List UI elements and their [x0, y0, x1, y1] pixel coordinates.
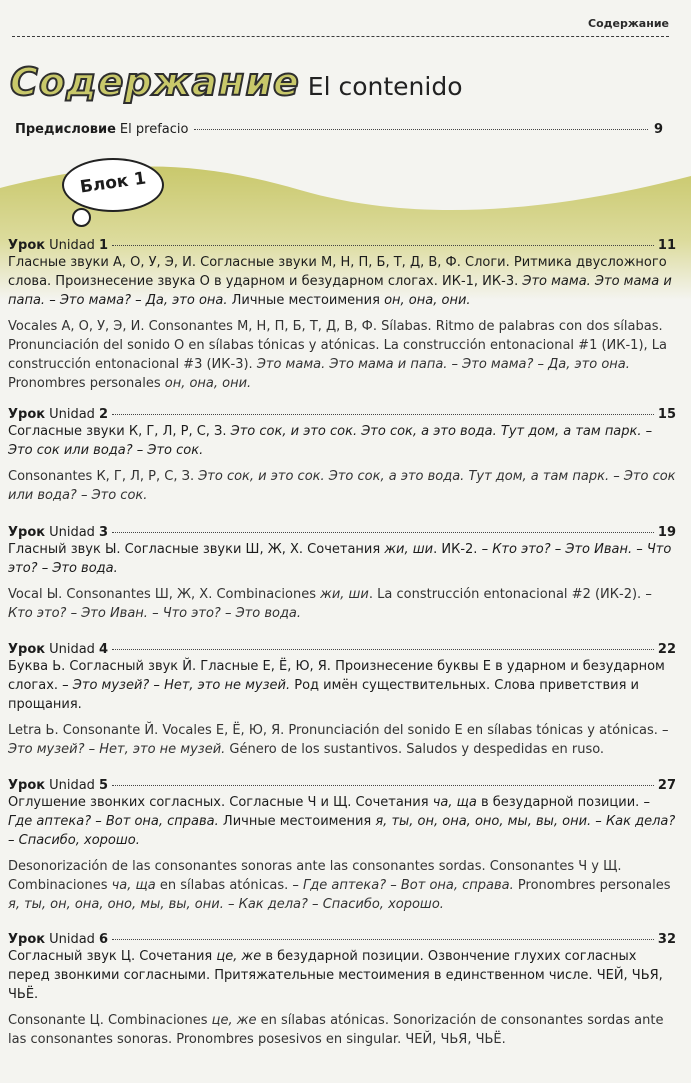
- lesson-description-ru: [8, 657, 676, 714]
- lesson-page-number: 15: [657, 407, 676, 422]
- lesson-page-number: 11: [657, 238, 676, 253]
- title-spanish: El contenido: [307, 72, 463, 101]
- block-label: Блок 1: [78, 168, 148, 198]
- text-run: Это сок, и это сок. Это сок, а это вода. Тут дом, а там парк. – Это сок или вода? – Это сок.: [8, 424, 653, 458]
- text-run: це, же: [211, 1013, 257, 1028]
- text-run: ча, ща: [432, 795, 477, 810]
- lesson-label-es: Unidad: [49, 932, 95, 947]
- lesson-label-ru: Урок: [8, 525, 46, 540]
- lesson-description-es: [8, 857, 676, 914]
- lesson-entry-4[interactable]: [8, 642, 676, 759]
- preface-label-es: El prefacio: [119, 122, 189, 137]
- lesson-description-ru: [8, 947, 676, 1004]
- lesson-entry-6[interactable]: [8, 932, 676, 1049]
- lesson-entry-3[interactable]: [8, 525, 676, 623]
- lesson-number: 2: [98, 407, 108, 422]
- lesson-description-ru: [8, 422, 676, 460]
- running-header: Содержание: [588, 17, 669, 30]
- dot-leader: [112, 939, 654, 940]
- text-run: Согласный звук Ц. Сочетания: [8, 949, 217, 964]
- lesson-heading: [8, 778, 676, 793]
- lesson-label-es: Unidad: [49, 642, 95, 657]
- lesson-heading: [8, 407, 676, 422]
- text-run: . ИК-2.: [433, 542, 482, 557]
- lesson-description-es: [8, 585, 676, 623]
- preface-label-ru: Предисловие: [15, 122, 116, 137]
- dot-leader: [112, 785, 654, 786]
- preface-page-number: 9: [653, 122, 663, 137]
- page-title: [10, 60, 463, 104]
- lesson-description-es: [8, 721, 676, 759]
- lesson-label-ru: Урок: [8, 407, 46, 422]
- text-run: Letra Ь. Consonante Й. Vocales Е, Ё, Ю, Я. Pronunciación del sonido Е en sílabas tónicas y atónicas.: [8, 723, 663, 738]
- text-run: – Это музей? – Нет, это не музей.: [8, 723, 669, 757]
- lesson-description-es: [8, 317, 676, 393]
- text-run: он, она, они.: [384, 293, 471, 308]
- text-run: Это сок, и это сок. Это сок, а это вода. Тут дом, а там парк. – Это сок или вода? – Это сок.: [8, 469, 676, 503]
- text-run: жи, ши: [320, 587, 369, 602]
- text-run: я, ты, он, она, оно, мы, вы, они. – Как дела? – Спасибо, хорошо.: [8, 897, 444, 912]
- lesson-label-ru: Урок: [8, 238, 46, 253]
- text-run: Pronombres personales: [8, 376, 165, 391]
- text-run: – Кто это? – Это Иван. – Что это? – Это вода.: [8, 587, 652, 621]
- dot-leader: [194, 129, 648, 130]
- lesson-label-ru: Урок: [8, 932, 46, 947]
- lesson-description-es: [8, 467, 676, 505]
- lesson-entry-1[interactable]: [8, 238, 676, 393]
- lesson-page-number: 22: [657, 642, 676, 657]
- text-run: ча, ща: [111, 878, 156, 893]
- text-run: – Это музей? – Нет, это не музей.: [62, 678, 291, 693]
- lesson-number: 4: [98, 642, 108, 657]
- text-run: це, же: [216, 949, 262, 964]
- text-run: Vocal Ы. Consonantes Ш, Ж, Х. Combinaciones: [8, 587, 321, 602]
- text-run: жи, ши: [384, 542, 434, 557]
- text-run: . La construcción entonacional #2 (ИК-2).: [368, 587, 646, 602]
- lesson-number: 5: [98, 778, 108, 793]
- lesson-label-ru: Урок: [8, 778, 46, 793]
- text-run: Consonante Ц. Combinaciones: [8, 1013, 212, 1028]
- text-run: en sílabas atónicas. Sonorización de consonantes sordas ante las consonantes sonoras. Pronombres posesivos en singular. ЧЕЙ, ЧЬЯ, ЧЬЁ.: [8, 1013, 664, 1047]
- lesson-number: 1: [98, 238, 108, 253]
- text-run: в безударной позиции. Озвончение глухих согласных перед звонкими согласными. Притяжательные местоимения в единственном числе. ЧЕЙ, ЧЬЯ, ЧЬЁ.: [8, 949, 663, 1002]
- text-run: он, она, они.: [164, 376, 252, 391]
- lesson-description-ru: [8, 793, 676, 850]
- lesson-page-number: 19: [657, 525, 676, 540]
- text-run: Desonorización de las consonantes sonoras ante las consonantes sordas. Consonantes Ч y Щ. Combinaciones: [8, 859, 622, 893]
- text-run: Гласный звук Ы. Согласные звуки Ш, Ж, Х. Сочетания: [8, 542, 385, 557]
- preface-entry[interactable]: [15, 122, 663, 137]
- lesson-page-number: 32: [657, 932, 676, 947]
- text-run: Род имён существительных. Слова приветствия и прощания.: [8, 678, 639, 712]
- block-speech-bubble: [62, 158, 164, 212]
- lesson-label-es: Unidad: [49, 525, 95, 540]
- text-run: Pronombres personales: [513, 878, 671, 893]
- text-run: я, ты, он, она, оно, мы, вы, они. – Как дела? – Спасибо, хорошо.: [8, 814, 676, 848]
- lesson-entry-5[interactable]: [8, 778, 676, 914]
- text-run: – Кто это? – Это Иван. – Что это? – Это вода.: [8, 542, 672, 576]
- lesson-label-es: Unidad: [49, 238, 95, 253]
- lesson-number: 3: [98, 525, 108, 540]
- text-run: Género de los sustantivos. Saludos y despedidas en ruso.: [225, 742, 605, 757]
- dot-leader: [112, 414, 654, 415]
- header-rule: [12, 36, 669, 37]
- text-run: Consonantes К, Г, Л, Р, С, З.: [8, 469, 199, 484]
- lesson-description-ru: [8, 253, 676, 310]
- text-run: Это мама. Это мама и папа. – Это мама? – Да, это она.: [256, 357, 630, 372]
- lesson-description-es: [8, 1011, 676, 1049]
- dot-leader: [112, 245, 654, 246]
- lesson-label-es: Unidad: [49, 407, 95, 422]
- lesson-number: 6: [98, 932, 108, 947]
- text-run: Личные местоимения: [227, 293, 385, 308]
- lesson-heading: [8, 238, 676, 253]
- text-run: Личные местоимения: [218, 814, 376, 829]
- text-run: Это мама. Это мама и папа. – Это мама? – Да, это она.: [8, 274, 672, 308]
- text-run: Буква Ь. Согласный звук Й. Гласные Е, Ё, Ю, Я. Произнесение буквы Е в ударном и безударном слогах.: [8, 659, 665, 693]
- lesson-heading: [8, 932, 676, 947]
- lesson-label-es: Unidad: [49, 778, 95, 793]
- lesson-entry-2[interactable]: [8, 407, 676, 505]
- lesson-heading: [8, 642, 676, 657]
- lesson-label-ru: Урок: [8, 642, 46, 657]
- text-run: Гласные звуки А, О, У, Э, И. Согласные звуки М, Н, П, Б, Т, Д, В, Ф. Слоги. Ритмика двусложного слова. Произнесение звука О в ударном и безударном слогах. ИК-1, ИК-3.: [8, 255, 667, 289]
- text-run: en sílabas atónicas.: [155, 878, 293, 893]
- text-run: Оглушение звонких согласных. Согласные Ч и Щ. Сочетания: [8, 795, 433, 810]
- text-run: – Где аптека? – Вот она, справа.: [8, 795, 650, 829]
- speech-bubble-tail: [72, 208, 91, 227]
- text-run: в безударной позиции.: [476, 795, 644, 810]
- dot-leader: [112, 532, 654, 533]
- text-run: Vocales А, О, У, Э, И. Consonantes М, Н, П, Б, Т, Д, В, Ф. Sílabas. Ritmo de palabras con dos sílabas. Pronunciación del sonido О en sílabas tónicas y atónicas. La construcción entonacional #1 (ИК-1), La construcción entonacional #3 (ИК-3).: [8, 319, 668, 372]
- lesson-heading: [8, 525, 676, 540]
- title-russian: Содержание: [10, 60, 300, 104]
- lesson-page-number: 27: [657, 778, 676, 793]
- dot-leader: [112, 649, 654, 650]
- lesson-description-ru: [8, 540, 676, 578]
- text-run: Согласные звуки К, Г, Л, Р, С, З.: [8, 424, 231, 439]
- text-run: – Где аптека? – Вот она, справа.: [292, 878, 514, 893]
